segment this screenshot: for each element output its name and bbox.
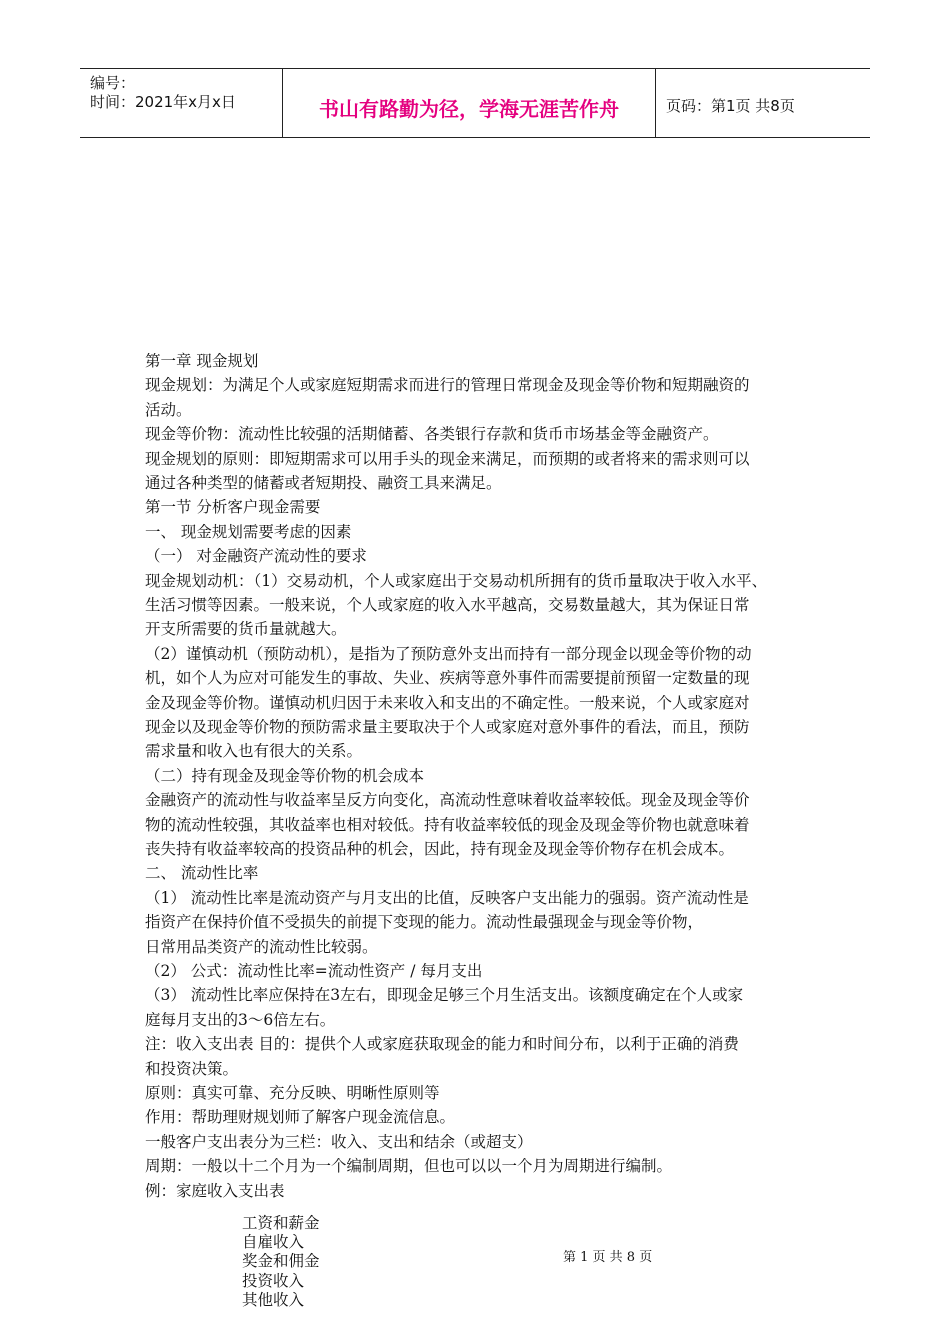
body-line: 一般客户支出表分为三栏：收入、支出和结余（或超支） — [145, 1132, 533, 1151]
body-line: 注：收入支出表 目的：提供个人或家庭获取现金的能力和时间分布，以利于正确的消费 — [145, 1035, 739, 1054]
income-item: 奖金和佣金 — [242, 1252, 320, 1271]
header-motto-cell — [283, 69, 656, 137]
body-line: 和投资决策。 — [145, 1059, 239, 1078]
body-line: 原则：真实可靠、充分反映、明晰性原则等 — [145, 1084, 440, 1102]
body-line: （1） 流动性比率是流动资产与月支出的比值，反映客户支出能力的强弱。资产流动性是 — [145, 888, 749, 907]
income-item: 自雇收入 — [242, 1233, 305, 1252]
income-item: 投资收入 — [242, 1271, 305, 1290]
body-line: 现金等价物：流动性比较强的活期储蓄、各类银行存款和货币市场基金等金融资产。 — [145, 425, 719, 444]
body-line: 一、 现金规划需要考虑的因素 — [145, 522, 352, 541]
body-line: 通过各种类型的储蓄或者短期投、融资工具来满足。 — [145, 474, 502, 492]
header-page-number: 页码：第1页 共8页 — [666, 97, 795, 115]
body-line: 现金规划：为满足个人或家庭短期需求而进行的管理日常现金及现金等价物和短期融资的 — [145, 376, 750, 395]
body-line: （一） 对金融资产流动性的要求 — [145, 547, 367, 566]
income-item: 工资和薪金 — [242, 1214, 320, 1232]
income-item: 其他收入 — [242, 1290, 305, 1309]
body-line: （3） 流动性比率应保持在3左右，即现金足够三个月生活支出。该额度确定在个人或家 — [145, 986, 744, 1005]
body-line: （二）持有现金及现金等价物的机会成本 — [145, 766, 425, 785]
body-line: 金及现金等价物。谨慎动机归因于未来收入和支出的不确定性。一般来说，个人或家庭对 — [145, 693, 750, 712]
body-line: 活动。 — [145, 400, 192, 419]
body-line: 丧失持有收益率较高的投资品种的机会，因此，持有现金及现金等价物存在机会成本。 — [145, 840, 735, 858]
body-line: 日常用品类资产的流动性比较弱。 — [145, 937, 378, 956]
body-line: 现金规划的原则：即短期需求可以用手头的现金来满足，而预期的或者将来的需求则可以 — [145, 449, 750, 468]
body-line: 庭每月支出的3～6倍左右。 — [145, 1010, 336, 1029]
header-meta-cell — [80, 69, 283, 137]
document-date-label: 时间：2021年x月x日 — [90, 93, 236, 111]
body-line: 需求量和收入也有很大的关系。 — [145, 742, 363, 761]
page-header — [80, 68, 870, 138]
body-line: 金融资产的流动性与收益率呈反方向变化，高流动性意味着收益率较低。现金及现金等价 — [145, 791, 750, 810]
body-line: 物的流动性较强，其收益率也相对较低。持有收益率较低的现金及现金等价物也就意味着 — [145, 815, 750, 834]
body-line: 例：家庭收入支出表 — [145, 1181, 285, 1200]
body-line: 开支所需要的货币量就越大。 — [145, 620, 347, 639]
body-line: 现金规划动机：（1）交易动机，个人或家庭出于交易动机所拥有的货币量取决于收入水平、 — [145, 571, 768, 590]
body-line: 第一节 分析客户现金需要 — [145, 498, 321, 517]
body-line: 指资产在保持价值不受损失的前提下变现的能力。流动性最强现金与现金等价物， — [145, 913, 704, 932]
body-line: 周期：一般以十二个月为一个编制周期，但也可以以一个月为周期进行编制。 — [145, 1157, 673, 1176]
body-line: 生活习惯等因素。一般来说，个人或家庭的收入水平越高，交易数量越大，其为保证日常 — [145, 596, 750, 614]
body-line: 第一章 现金规划 — [145, 352, 259, 370]
body-line: 二、 流动性比率 — [145, 864, 259, 883]
body-line: 现金以及现金等价物的预防需求量主要取决于个人或家庭对意外事件的看法，而且，预防 — [145, 718, 750, 736]
page-footer: 第 1 页 共 8 页 — [563, 1250, 653, 1265]
document-number-label: 编号： — [90, 74, 136, 92]
body-line: 机，如个人为应对可能发生的事故、失业、疾病等意外事件而需要提前预留一定数量的现 — [145, 669, 750, 688]
header-motto: 书山有路勤为径，学海无涯苦作舟 — [319, 97, 619, 121]
body-line: 作用：帮助理财规划师了解客户现金流信息。 — [145, 1108, 456, 1127]
body-line: （2） 公式：流动性比率=流动性资产 / 每月支出 — [145, 962, 483, 980]
body-line: （2）谨慎动机（预防动机），是指为了预防意外支出而持有一部分现金以现金等价物的动 — [145, 644, 752, 663]
header-page-cell — [656, 69, 870, 137]
